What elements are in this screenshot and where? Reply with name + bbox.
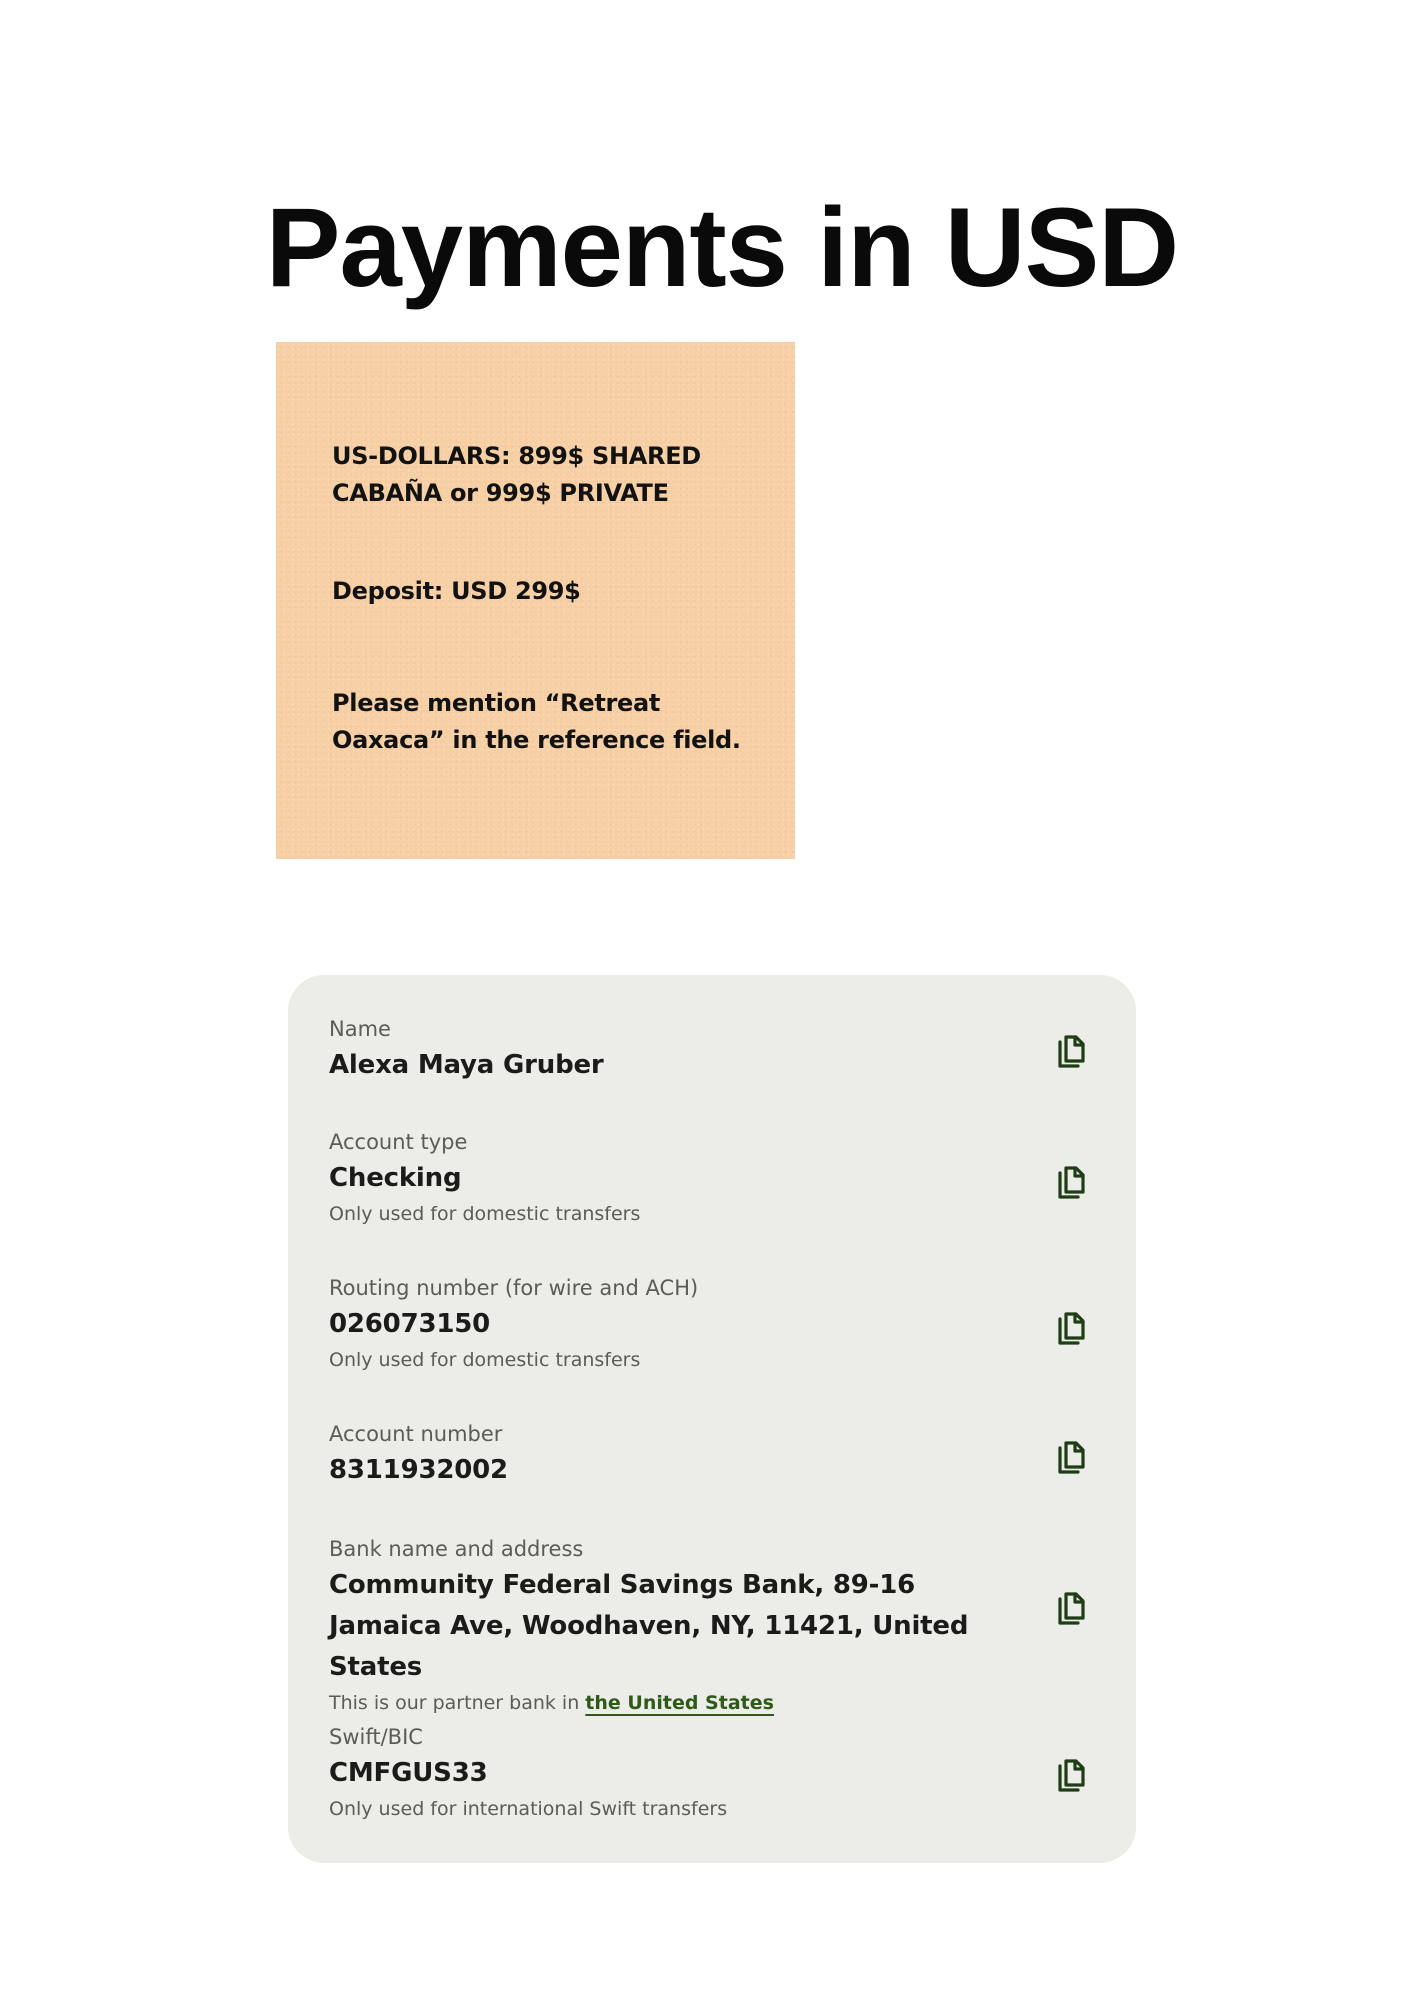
detail-row-bank-name (329, 1535, 1136, 1716)
routing-number-label: Routing number (for wire and ACH) (329, 1276, 699, 1300)
copy-account-number-button[interactable] (1051, 1438, 1091, 1478)
detail-row-routing-number (329, 1274, 1136, 1373)
bank-name-label: Bank name and address (329, 1537, 584, 1561)
page-title: Payments in USD (265, 185, 1179, 311)
copy-icon (1055, 1440, 1087, 1476)
routing-number-hint: Only used for domestic transfers (329, 1349, 641, 1371)
account-type-label: Account type (329, 1130, 468, 1154)
copy-routing-number-button[interactable] (1051, 1309, 1091, 1349)
detail-row-account-type (329, 1128, 1136, 1227)
copy-icon (1055, 1165, 1087, 1201)
copy-icon (1055, 1758, 1087, 1794)
partner-bank-country-link[interactable]: the United States (585, 1692, 774, 1714)
pricing-note-reference: Please mention “Retreat Oaxaca” in the reference field. (332, 689, 741, 754)
copy-swift-button[interactable] (1051, 1756, 1091, 1796)
swift-hint: Only used for international Swift transfers (329, 1798, 728, 1820)
bank-name-hint (329, 1690, 1136, 1716)
copy-bank-name-button[interactable] (1051, 1589, 1091, 1629)
account-type-hint: Only used for domestic transfers (329, 1203, 641, 1225)
copy-icon (1055, 1034, 1087, 1070)
copy-icon (1055, 1311, 1087, 1347)
copy-account-type-button[interactable] (1051, 1163, 1091, 1203)
bank-name-value: Community Federal Savings Bank, 89-16 Jamaica Ave, Woodhaven, NY, 11421, United States (329, 1570, 969, 1682)
copy-name-button[interactable] (1051, 1032, 1091, 1072)
copy-icon (1055, 1591, 1087, 1627)
account-number-value: 8311932002 (329, 1455, 508, 1485)
name-label: Name (329, 1017, 391, 1041)
swift-value: CMFGUS33 (329, 1758, 488, 1788)
bank-name-hint-text: This is our partner bank in (329, 1692, 586, 1714)
bank-details-card (288, 975, 1136, 1863)
account-type-value: Checking (329, 1163, 462, 1193)
swift-label: Swift/BIC (329, 1725, 423, 1749)
detail-row-account-number (329, 1420, 1136, 1491)
pricing-note-deposit: Deposit: USD 299$ (332, 577, 581, 605)
detail-row-name (329, 1015, 1136, 1086)
detail-row-swift (329, 1723, 1136, 1822)
name-value: Alexa Maya Gruber (329, 1050, 604, 1080)
routing-number-value: 026073150 (329, 1309, 491, 1339)
pricing-note (276, 342, 795, 859)
pricing-note-prices: US-DOLLARS: 899$ SHARED CABAÑA or 999$ PRIVATE (332, 442, 701, 507)
account-number-label: Account number (329, 1422, 503, 1446)
